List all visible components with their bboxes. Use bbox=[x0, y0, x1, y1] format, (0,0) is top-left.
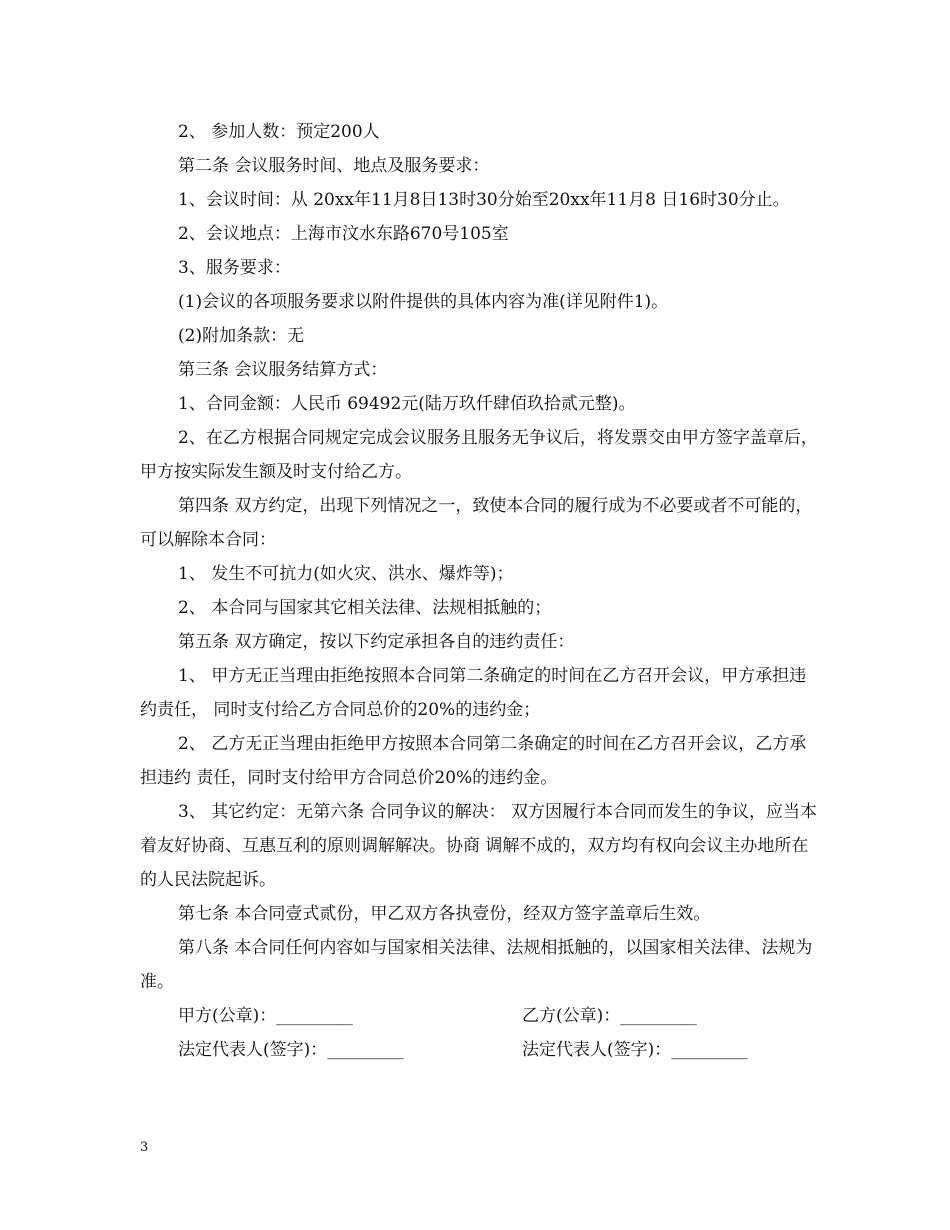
clause-requirement-2: (2)附加条款：无 bbox=[178, 326, 305, 346]
party-b-representative-line: 法定代表人(签字)：_________ bbox=[522, 1040, 748, 1060]
clause-force-majeure: 1、 发生不可抗力(如火灾、洪水、爆炸等)； bbox=[178, 564, 514, 584]
contract-body bbox=[140, 115, 820, 1067]
clause-payment: 2、在乙方根据合同规定完成会议服务且服务无争议后，将发票交由甲方签字盖章后，甲方按实际发生额及时支付给乙方。 bbox=[140, 428, 818, 482]
article-4-heading: 第四条 双方约定，出现下列情况之一，致使本合同的履行成为不必要或者不可能的，可以解除本合同： bbox=[140, 496, 813, 550]
clause-party-b-breach: 2、 乙方无正当理由拒绝甲方按照本合同第二条确定的时间在乙方召开会议，乙方承担违约 责任，同时支付给甲方合同总价20%的违约金。 bbox=[140, 734, 807, 788]
article-3-heading: 第三条 会议服务结算方式： bbox=[178, 360, 388, 380]
clause-party-a-breach: 1、 甲方无正当理由拒绝按照本合同第二条确定的时间在乙方召开会议，甲方承担违约责任， 同时支付给乙方合同总价的20%的违约金； bbox=[140, 666, 807, 720]
clause-attendance: 2、 参加人数：预定200人 bbox=[178, 122, 380, 142]
signature-row-seal bbox=[140, 999, 820, 1033]
clause-meeting-location: 2、会议地点：上海市汶水东路670号105室 bbox=[178, 224, 509, 244]
party-a-representative-line: 法定代表人(签字)：_________ bbox=[178, 1040, 404, 1060]
clause-dispute-resolution: 3、 其它约定：无第六条 合同争议的解决： 双方因履行本合同而发生的争议，应当本着友好协商、互惠互利的原则调解解决。协商 调解不成的，双方均有权向会议主办地所在的人民法院起诉。 bbox=[140, 802, 818, 890]
clause-meeting-time: 1、会议时间：从 20xx年11月8日13时30分始至20xx年11月8 日16时30分止。 bbox=[178, 190, 790, 210]
article-2-heading: 第二条 会议服务时间、地点及服务要求： bbox=[178, 156, 490, 176]
page-number: 3 bbox=[140, 1140, 149, 1155]
article-5-heading: 第五条 双方确定，按以下约定承担各自的违约责任： bbox=[178, 632, 575, 652]
signature-row-representative bbox=[140, 1033, 820, 1067]
clause-service-requirements: 3、服务要求： bbox=[178, 258, 291, 278]
clause-contract-amount: 1、合同金额：人民币 69492元(陆万玖仟肆佰玖拾贰元整)。 bbox=[178, 394, 636, 414]
party-a-seal-line: 甲方(公章)：_________ bbox=[178, 1006, 353, 1026]
party-b-seal-line: 乙方(公章)：_________ bbox=[522, 1006, 697, 1026]
article-8: 第八条 本合同任何内容如与国家相关法律、法规相抵触的，以国家相关法律、法规为准。 bbox=[140, 938, 813, 992]
article-7: 第七条 本合同壹式贰份，甲乙双方各执壹份，经双方签字盖章后生效。 bbox=[178, 904, 711, 924]
clause-legal-conflict: 2、 本合同与国家其它相关法律、法规相抵触的； bbox=[178, 598, 552, 618]
clause-requirement-1: (1)会议的各项服务要求以附件提供的具体内容为准(详见附件1)。 bbox=[178, 292, 669, 312]
